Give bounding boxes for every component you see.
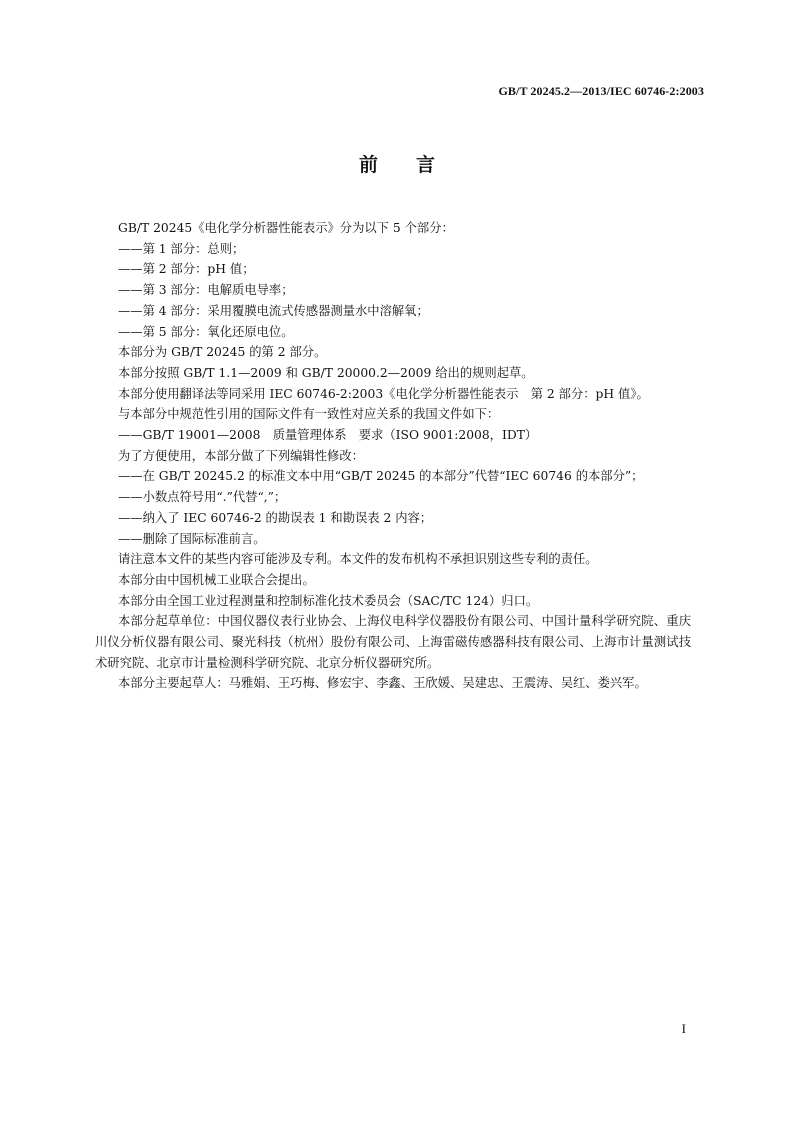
paragraph: 本部分由全国工业过程测量和控制标准化技术委员会（SAC/TC 124）归口。 <box>118 593 539 608</box>
paragraph: 为了方便使用，本部分做了下列编辑性修改： <box>118 448 364 463</box>
paragraph: ——第 5 部分：氧化还原电位。 <box>118 324 294 339</box>
paragraph: ——在 GB/T 20245.2 的标准文本中用“GB/T 20245 的本部分”代替“IEC 60746 的本部分”； <box>118 469 644 484</box>
paragraph: ——删除了国际标准前言。 <box>118 531 266 546</box>
paragraph: 本部分起草单位：中国仪器仪表行业协会、上海仪电科学仪器股份有限公司、中国计量科学研究院、重庆川仪分析仪器有限公司、聚光科技（杭州）股份有限公司、上海雷磁传感器科技有限公司、上海市计量测试技术研究院、北京市计量检测科学研究院、北京分析仪器研究所。 <box>95 614 691 670</box>
paragraph: 与本部分中规范性引用的国际文件有一致性对应关系的我国文件如下： <box>118 407 500 422</box>
paragraph: 本部分主要起草人：马雅娟、王巧梅、修宏宇、李鑫、王欣媛、吴建忠、王震涛、吴红、娄兴军。 <box>118 676 647 691</box>
paragraph: ——GB/T 19001—2008 质量管理体系 要求（ISO 9001:2008，IDT） <box>118 428 538 443</box>
paragraph: ——纳入了 IEC 60746-2 的勘误表 1 和勘误表 2 内容； <box>118 510 433 525</box>
paragraph: 请注意本文件的某些内容可能涉及专利。本文件的发布机构不承担识别这些专利的责任。 <box>118 552 598 567</box>
paragraph: ——第 4 部分：采用覆膜电流式传感器测量水中溶解氧； <box>118 303 429 318</box>
paragraph: 本部分按照 GB/T 1.1—2009 和 GB/T 20000.2—2009 给出的规则起草。 <box>118 365 534 380</box>
paragraph: ——第 3 部分：电解质电导率； <box>118 283 294 298</box>
standard-code: GB/T 20245.2—2013/IEC 60746-2:2003 <box>498 84 704 98</box>
paragraph: ——第 2 部分：pH 值； <box>118 262 255 277</box>
paragraph: 本部分由中国机械工业联合会提出。 <box>118 572 315 587</box>
paragraph: ——小数点符号用“.”代替“,”； <box>118 490 287 505</box>
foreword-body <box>95 218 691 694</box>
paragraph: 本部分使用翻译法等同采用 IEC 60746-2:2003《电化学分析器性能表示 第 2 部分：pH 值》。 <box>118 386 649 401</box>
page-title: 前言 <box>358 154 473 176</box>
page-number: I <box>681 1021 686 1036</box>
paragraph: ——第 1 部分：总则； <box>118 241 245 256</box>
paragraph: GB/T 20245《电化学分析器性能表示》分为以下 5 个部分： <box>118 221 454 235</box>
paragraph: 本部分为 GB/T 20245 的第 2 部分。 <box>118 345 327 360</box>
